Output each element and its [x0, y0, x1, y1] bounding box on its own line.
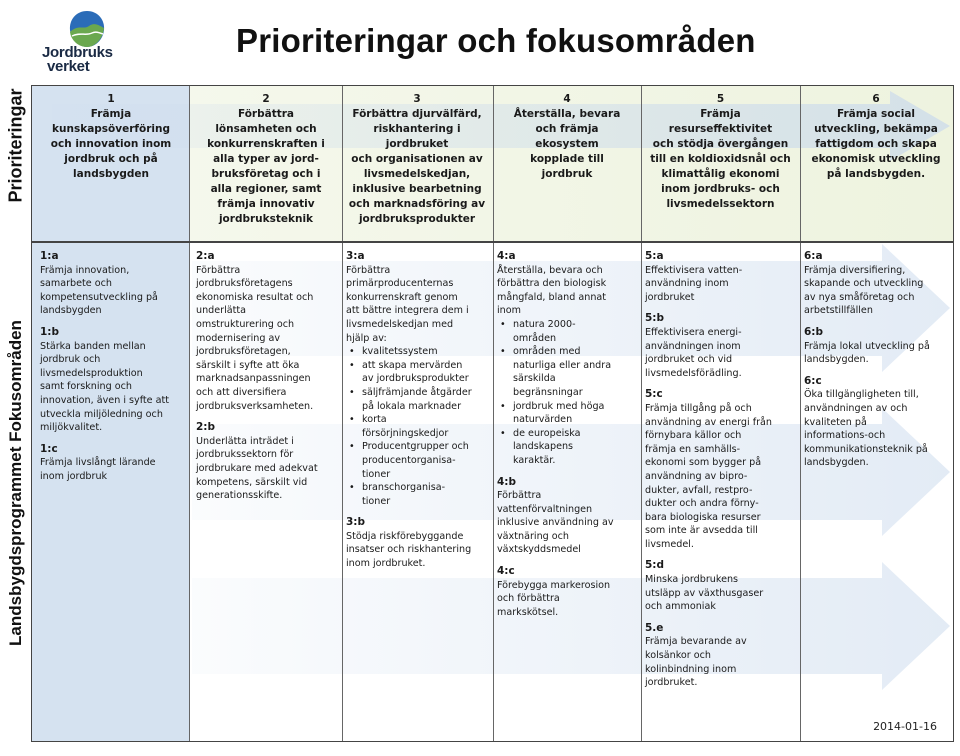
list-item-line: • områden med [513, 346, 581, 358]
focus-area-text-line: underlätta [196, 305, 247, 317]
focus-area-code: 4:c [497, 565, 515, 578]
focus-area-text-line: växtnäring och [497, 530, 570, 542]
focus-area-text-line: inom jordbruket. [346, 558, 426, 570]
focus-area-text-line: användning av energi från [645, 416, 773, 428]
column-divider [342, 86, 343, 741]
priority-1 [38, 92, 184, 182]
list-item-line: på lokala marknader [362, 400, 462, 412]
focus-area-text-line: växtskyddsmedel [497, 544, 581, 556]
focus-area-text-line: Effektivisera vatten- [645, 264, 743, 276]
focus-area-text-line: särskilt i syfte att öka [196, 359, 300, 371]
list-item-line: producentorganisa- [362, 454, 456, 466]
focus-area-text-line: modernisering av [196, 332, 281, 344]
priority-text-line: lönsamheten och [215, 123, 317, 135]
priority-grid [31, 85, 954, 742]
priority-text-line: jordbruk [541, 168, 593, 180]
date-stamp: 2014-01-16 [873, 720, 937, 733]
column-divider [189, 86, 190, 741]
focus-area-text-line: livsmedelsproduktion [40, 367, 143, 379]
list-item-line: • kvalitetssystem [362, 346, 438, 358]
focus-column-6 [804, 250, 950, 470]
jordbruksverket-logo [28, 6, 148, 76]
priority-text-line: jordbruksteknik [218, 213, 314, 225]
focus-column-4 [497, 250, 639, 619]
focus-column-3 [346, 250, 490, 571]
focus-area-text-line: omstrukturering och [196, 318, 295, 330]
list-item-line: • att skapa mervärden [362, 359, 463, 371]
list-item-line: landskapens [513, 441, 574, 453]
focus-area-text-line: Öka tillgängligheten till, [804, 389, 919, 401]
focus-area-text-line: jordbrukare med adekvat [196, 462, 318, 474]
focus-area-text-line: konkurrenskraft genom [346, 291, 458, 303]
focus-area-text-line: användningen av och [804, 402, 908, 414]
priority-text-line: bruksföretag och i [211, 168, 321, 180]
focus-area-text-line: markskötsel. [497, 606, 559, 618]
priority-text-line: resurseffektivitet [668, 123, 773, 135]
logo-line-2: verket [47, 58, 90, 75]
list-item [362, 481, 490, 508]
focus-column-5 [645, 250, 798, 690]
list-item [513, 345, 639, 399]
priority-number: 5 [716, 93, 725, 105]
focus-area-text-line: primärproducenternas [346, 278, 454, 290]
list-item-line: • natura 2000- [513, 318, 576, 330]
priority-text-line: och marknadsföring av [348, 198, 486, 210]
focus-area-text-line: bara biologiska resurser [645, 511, 761, 523]
priority-6 [802, 92, 950, 182]
focus-area-text-line: landsbygden. [804, 457, 869, 469]
priority-text-line: landsbygden [73, 168, 149, 180]
focus-area-text-line: Förbättra [497, 490, 542, 502]
focus-area-code: 4:a [497, 250, 516, 262]
list-item-line: tioner [362, 468, 391, 480]
focus-area-text-line: kompetensutveckling på [40, 291, 158, 303]
priority-text-line: livsmedelssektorn [666, 198, 775, 210]
focus-area-text-line: Förebygga markerosion [497, 579, 611, 591]
focus-area-text-line: Främja livslångt lärande [40, 457, 156, 469]
focus-area-text-line: marknadsanpassningen [196, 373, 311, 385]
focus-area-text-line: som inte är avsedda till [645, 525, 758, 537]
focus-area-text-line: generationsskifte. [196, 490, 283, 502]
focus-area-text-line: Underlätta inträdet i [196, 435, 294, 447]
list-item-line: särskilda [513, 373, 556, 385]
focus-area-text-line: jordbrukssektorn för [196, 449, 294, 461]
focus-area-text-line: skapande och utveckling [804, 278, 924, 290]
side-label-priorities: Prioriteringar [5, 88, 26, 203]
focus-area-code: 4:b [497, 475, 517, 488]
priority-text-line: kopplade till [530, 153, 604, 165]
list-item-line: • jordbruk med höga [513, 400, 605, 412]
focus-area-text-line: Främja lokal utveckling på [804, 340, 930, 352]
column-divider [800, 86, 801, 741]
focus-area-text-line: Minska jordbrukens [645, 574, 739, 586]
list-item-line: av jordbruksprodukter [362, 373, 469, 385]
focus-area-bullet-list [497, 318, 639, 468]
focus-area-text-line: inklusive användning av [497, 517, 614, 529]
focus-area-text-line: ekonomi som bygger på [645, 457, 762, 469]
focus-area-code: 6:b [804, 325, 824, 338]
focus-area-text-line: och att diversifiera [196, 386, 287, 398]
focus-area-text-line: livsmedelsförädling. [645, 367, 742, 379]
list-item [513, 400, 639, 427]
focus-column-1 [40, 250, 184, 484]
focus-area-text-line: landsbygden [40, 305, 102, 317]
focus-area-code: 5.e [645, 621, 664, 634]
focus-area-code: 2:b [196, 421, 216, 434]
list-item [362, 440, 490, 481]
list-item [362, 413, 490, 440]
list-item-line: • säljfrämjande åtgärder [362, 386, 472, 398]
focus-area-text-line: samt forskning och [40, 381, 132, 393]
priority-text-line: till en koldioxidsnål och [650, 153, 791, 165]
focus-area-bullet-list [346, 345, 490, 508]
focus-area-text-line: av nya småföretag och [804, 291, 915, 303]
focus-area-text-line: jordbruksföretagen, [196, 346, 291, 358]
focus-area-text-line: utveckla miljöledning och [40, 408, 163, 420]
priority-text-line: kunskapsöverföring [52, 123, 170, 135]
focus-area-text-line: mångfald, bland annat [497, 291, 607, 303]
focus-area-text-line: Förbättra [346, 264, 391, 276]
focus-area-text-line: kolinbindning inom [645, 663, 737, 675]
focus-area-text-line: att bättre integrera dem i [346, 305, 469, 317]
priority-text-line: inklusive bearbetning [352, 183, 482, 195]
focus-area-text-line: livsmedel. [645, 538, 694, 550]
focus-area-code: 6:a [804, 250, 823, 262]
priority-text-line: Främja social [836, 108, 916, 120]
priority-text-line: fattigdom och skapa [815, 138, 937, 150]
priority-number: 1 [107, 93, 115, 105]
priority-text-line: och organisationen av [351, 153, 483, 165]
priority-text-line: Främja [90, 108, 132, 120]
priority-4 [495, 92, 639, 182]
focus-area-text-line: jordbruksföretagens [196, 278, 293, 290]
focus-area-text-line: Effektivisera energi- [645, 326, 742, 338]
focus-area-text-line: jordbruket och vid [645, 354, 733, 366]
logo-line-1: Jordbruks [42, 44, 113, 61]
column-divider [493, 86, 494, 741]
priority-number: 6 [872, 93, 880, 105]
list-item [362, 345, 490, 359]
priority-number: 4 [563, 93, 571, 105]
focus-area-code: 1:a [40, 250, 59, 262]
priority-text-line: alla typer av jord- [213, 153, 319, 165]
side-label-focus-areas: Landsbygdsprogrammet Fokusområden [6, 320, 25, 646]
focus-area-text-line: användning inom [645, 278, 729, 290]
focus-area-text-line: ekonomiska resultat och [196, 291, 314, 303]
focus-area-code: 5:b [645, 312, 665, 325]
priority-text-line: livsmedelskedjan, [363, 168, 471, 180]
priority-3 [344, 92, 490, 227]
focus-area-code: 1:b [40, 325, 60, 338]
priority-text-line: Främja [700, 108, 741, 120]
priority-text-line: jordbruk och på [64, 153, 158, 165]
priority-text-line: Förbättra [237, 108, 295, 120]
list-item-line: • Producentgrupper och [362, 441, 469, 453]
column-divider [641, 86, 642, 741]
priority-text-line: ekonomisk utveckling [811, 153, 941, 165]
priority-text-line: konkurrenskraften i [207, 138, 325, 150]
focus-area-text-line: kommunikationsteknik på [804, 443, 928, 455]
focus-area-text-line: miljökvalitet. [40, 422, 103, 434]
focus-area-code: 3:b [346, 516, 366, 529]
focus-area-text-line: dukter, avfall, restpro- [645, 484, 753, 496]
priority-number: 3 [413, 93, 421, 105]
focus-area-text-line: Stödja riskförebyggande [346, 530, 464, 542]
focus-area-text-line: förbättra den biologisk [497, 278, 607, 290]
focus-area-text-line: dukter och andra förny- [645, 498, 759, 510]
priority-text-line: riskhantering i jordbruket [373, 123, 461, 150]
list-item [513, 318, 639, 345]
list-item-line: områden [513, 332, 557, 344]
focus-area-text-line: livsmedelskedjan med [346, 318, 454, 330]
list-item-line: tioner [362, 495, 391, 507]
list-item-line: • korta [362, 414, 387, 426]
focus-area-text-line: informations-och [804, 430, 886, 442]
focus-area-code: 1:c [40, 442, 58, 455]
priority-number: 2 [262, 93, 270, 105]
focus-area-code: 6:c [804, 374, 822, 387]
priority-text-line: och stödja övergången [652, 138, 789, 150]
focus-area-code: 3:a [346, 250, 365, 262]
focus-area-code: 5:d [645, 559, 665, 572]
focus-area-code: 5:c [645, 388, 663, 401]
focus-area-text-line: Främja diversifiering, [804, 264, 906, 276]
focus-area-text-line: Främja tillgång på och [645, 402, 752, 414]
priority-text-line: Återställa, bevara [513, 108, 621, 120]
priority-text-line: Förbättra djurvälfärd, [352, 108, 482, 120]
focus-area-text-line: innovation, även i syfte att [40, 394, 170, 406]
logo-wordmark [42, 46, 113, 74]
focus-column-2 [196, 250, 338, 503]
list-item [513, 427, 639, 468]
focus-area-text-line: utsläpp av växthusgaser [645, 587, 764, 599]
focus-area-text-line: kompetens, särskilt vid [196, 476, 308, 488]
focus-area-text-line: Främja bevarande av [645, 636, 747, 648]
focus-area-text-line: och förbättra [497, 593, 560, 605]
focus-area-text-line: jordbruk och [40, 354, 101, 366]
priority-text-line: på landsbygden. [826, 168, 926, 180]
page-title: Prioriteringar och fokusområden [236, 22, 756, 59]
focus-area-text-line: jordbruket. [645, 677, 698, 689]
priority-text-line: utveckling, bekämpa [814, 123, 938, 135]
focus-area-text-line: Stärka banden mellan [40, 340, 146, 352]
list-item-line: begränsningar [513, 386, 583, 398]
focus-area-text-line: arbetstillfällen [804, 305, 873, 317]
focus-area-text-line: användningen inom [645, 340, 741, 352]
priority-text-line: alla regioner, samt [210, 183, 322, 195]
focus-area-text-line: jordbruksverksamheten. [196, 400, 314, 412]
priority-text-line: jordbruksprodukter [358, 213, 476, 225]
focus-area-text-line: hjälp av: [346, 332, 387, 344]
focus-area-text-line: insatser och riskhantering [346, 544, 472, 556]
focus-area-text-line: jordbruket [645, 291, 695, 303]
priority-text-line: klimattålig ekonomi [661, 168, 780, 180]
focus-area-text-line: förnybara källor och [645, 430, 742, 442]
list-item-line: • branschorganisa- [362, 482, 446, 494]
priority-text-line: och främja [535, 123, 599, 135]
focus-area-text-line: främja en samhälls- [645, 443, 741, 455]
focus-area-text-line: samarbete och [40, 278, 112, 290]
priority-5 [643, 92, 798, 212]
focus-area-code: 5:a [645, 250, 664, 262]
focus-area-text-line: inom jordbruk [40, 470, 108, 482]
focus-area-text-line: kolsänkor och [645, 650, 712, 662]
list-item [362, 359, 490, 386]
list-item-line: karaktär. [513, 454, 556, 466]
priority-text-line: inom jordbruks- och [661, 183, 780, 195]
priority-text-line: främja innovativ [217, 198, 315, 210]
focus-area-text-line: landsbygden. [804, 354, 869, 366]
focus-area-text-line: Återställa, bevara och [497, 264, 603, 276]
row-divider [32, 241, 953, 243]
focus-area-text-line: vattenförvaltningen [497, 503, 593, 515]
list-item-line: naturvärden [513, 414, 573, 426]
list-item-line: • de europeiska [513, 427, 581, 439]
priority-text-line: ekosystem [535, 138, 599, 150]
priority-2 [194, 92, 338, 227]
list-item-line: försörjningskedjor [362, 427, 449, 439]
list-item [362, 386, 490, 413]
focus-area-code: 2:a [196, 250, 215, 262]
focus-area-text-line: kvaliteten på [804, 416, 867, 428]
focus-area-text-line: Främja innovation, [40, 264, 130, 276]
focus-area-text-line: Förbättra [196, 264, 241, 276]
list-item-line: naturliga eller andra [513, 359, 612, 371]
focus-area-text-line: inom [497, 305, 521, 317]
priority-text-line: och innovation inom [50, 138, 172, 150]
focus-area-text-line: användning av bipro- [645, 470, 748, 482]
focus-area-text-line: och ammoniak [645, 601, 716, 613]
